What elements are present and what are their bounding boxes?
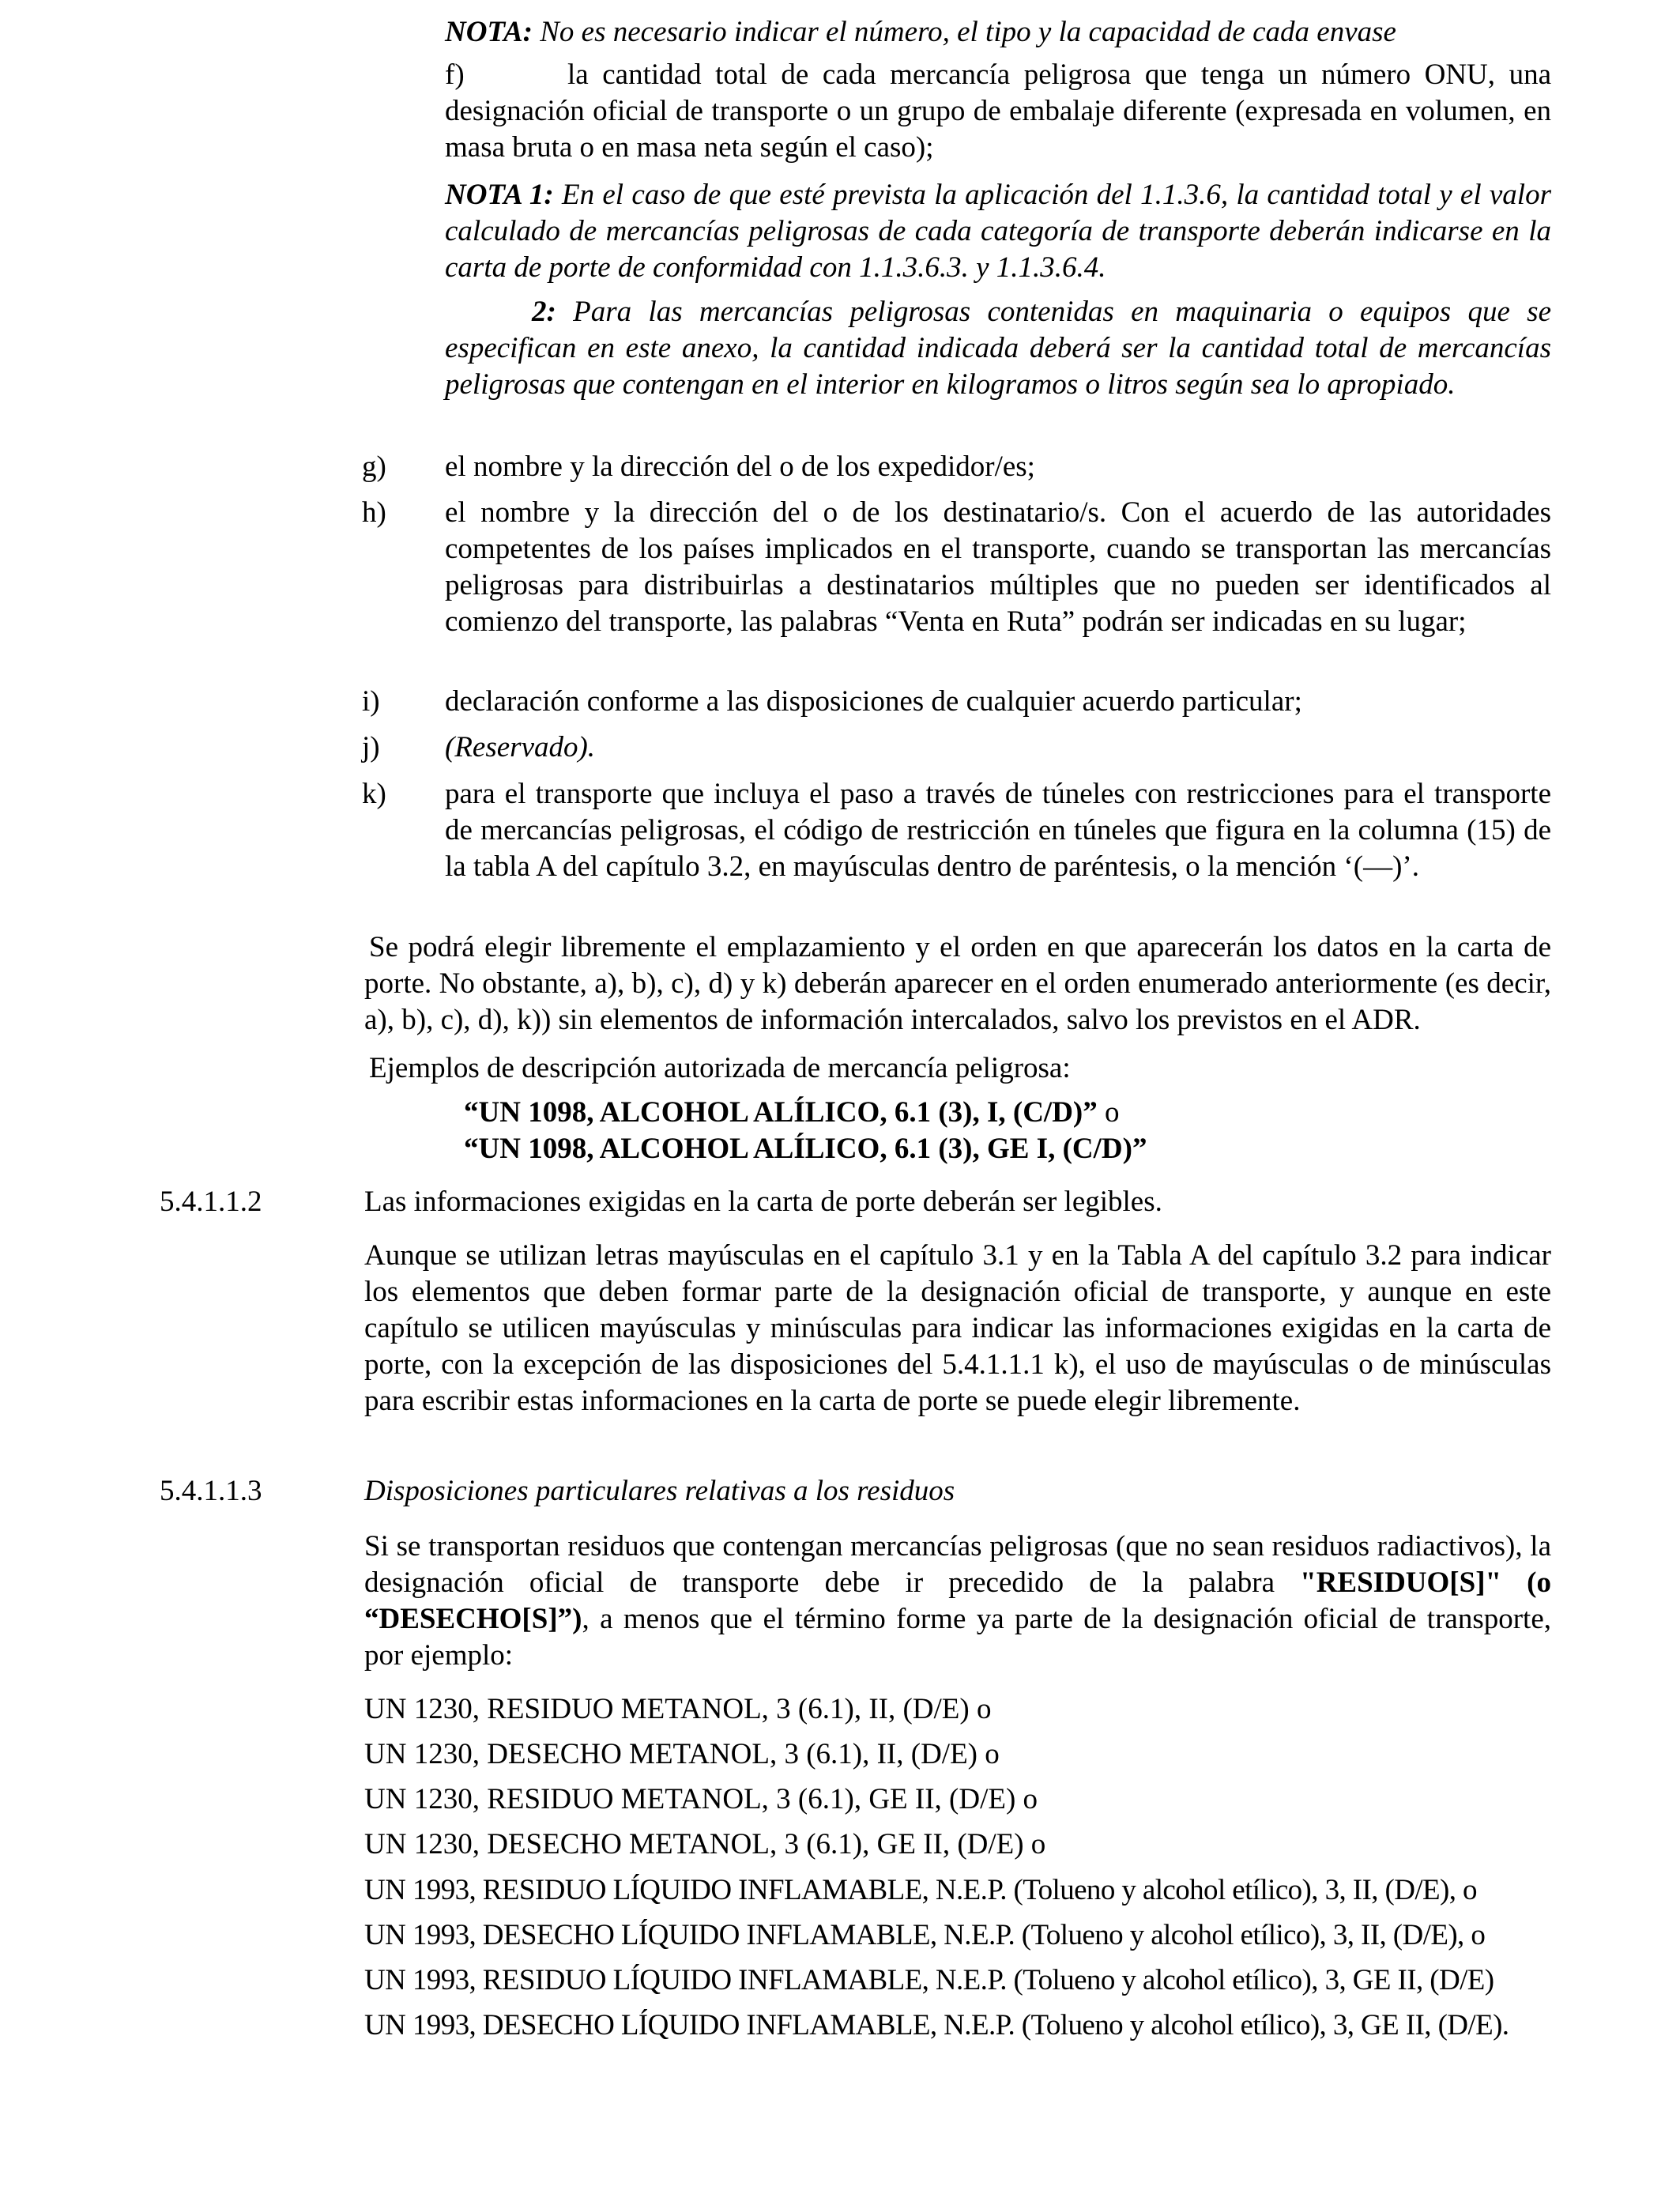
nota-1 [445,177,1551,286]
nota-2-text: Para las mercancías peligrosas contenidas en maquinaria o equipos que se especifican en este anexo, la cantidad indicada deberá ser la cantidad total de mercancías peligrosas que contengan en el interior en kilogramos o litros según sea lo apropiado. [445,296,1551,401]
list-item-text: el nombre y la dirección del o de los destinatario/s. Con el acuerdo de las autoridades competentes de los países implicados en el transporte, cuando se transportan las mercancías peligrosas para distribuirlas a destinatarios múltiples que no pueden ser identificados al comienzo del transporte, las palabras “Venta en Ruta” podrán ser indicadas en su lugar; [445,496,1551,638]
residuo-ejemplo: UN 1230, RESIDUO METANOL, 3 (6.1), GE II, (D/E) o [364,1783,1038,1815]
nota-envase [445,14,1551,51]
residuo-ejemplo: UN 1993, DESECHO LÍQUIDO INFLAMABLE, N.E.P. (Tolueno y alcohol etílico), 3, II, (D/E), o [364,1919,1486,1951]
list-item-h [362,495,1551,640]
section-5-4-1-1-3-p1 [364,1529,1551,1674]
list-item-marker: i) [362,685,380,718]
residuos-p1-after: , a menos que el término forme ya parte de la designación oficial de transporte, por ejemplo: [364,1603,1551,1672]
list-item-i [362,684,1551,720]
ejemplo-1-suffix: o [1097,1096,1120,1129]
section-number: 5.4.1.1.3 [160,1475,262,1507]
list-item-k [362,776,1551,885]
residuo-ejemplo: UN 1993, DESECHO LÍQUIDO INFLAMABLE, N.E.P. (Tolueno y alcohol etílico), 3, GE II, (D/E). [364,2009,1509,2041]
list-item-f [445,57,1551,166]
residuo-ejemplo: UN 1230, DESECHO METANOL, 3 (6.1), GE II, (D/E) o [364,1828,1046,1860]
ejemplo-2: “UN 1098, ALCOHOL ALÍLICO, 6.1 (3), GE I, (C/D)” [464,1133,1147,1165]
section-5-4-1-1-2-p1: Las informaciones exigidas en la carta de porte deberán ser legibles. [364,1186,1162,1218]
list-item-text: el nombre y la dirección del o de los expedidor/es; [445,450,1035,483]
list-item-j [362,729,1551,766]
nota-1-label: NOTA 1: [445,179,554,211]
nota-2-label: 2: [532,296,556,328]
nota-envase-label: NOTA: [445,16,533,48]
residuo-ejemplo: UN 1993, RESIDUO LÍQUIDO INFLAMABLE, N.E.P. (Tolueno y alcohol etílico), 3, GE II, (D/E) [364,1964,1494,1996]
list-item-marker: f) [445,58,465,91]
list-item-text: para el transporte que incluya el paso a través de túneles con restricciones para el transporte de mercancías peligrosas, el código de restricción en túneles que figura en la columna (15) de la tabla A del capítulo 3.2, en mayúsculas dentro de paréntesis, o la mención ‘(—)’. [445,778,1551,883]
ejemplos-intro: Ejemplos de descripción autorizada de mercancía peligrosa: [369,1052,1071,1084]
nota-1-text: En el caso de que esté prevista la aplicación del 1.1.3.6, la cantidad total y el valor calculado de mercancías peligrosas de cada categoría de transporte deberán indicarse en la carta de porte de conformidad con 1.1.3.6.3. y 1.1.3.6.4. [445,179,1551,284]
section-number: 5.4.1.1.2 [160,1186,262,1218]
ejemplo-1 [464,1095,1491,1131]
list-item-marker: k) [362,778,386,810]
list-item-marker: h) [362,496,386,529]
list-item-text: (Reservado). [445,731,596,763]
paragraph-orden: Se podrá elegir libremente el emplazamiento y el orden en que aparecerán los datos en la carta de porte. No obstante, a), b), c), d) y k) deberán aparecer en el orden enumerado anteriormente (es decir, a), b), c), d), k)) sin elementos de información intercalados, salvo los previstos en el ADR. [364,931,1551,1036]
list-item-text: la cantidad total de cada mercancía peligrosa que tenga un número ONU, una designación oficial de transporte o un grupo de embalaje diferente (expresada en volumen, en masa bruta o en masa neta según el caso); [445,58,1551,164]
nota-envase-text: No es necesario indicar el número, el tipo y la capacidad de cada envase [533,16,1396,48]
residuo-ejemplo: UN 1230, DESECHO METANOL, 3 (6.1), II, (D/E) o [364,1738,1000,1770]
section-5-4-1-1-2-p2: Aunque se utilizan letras mayúsculas en el capítulo 3.1 y en la Tabla A del capítulo 3.2 para indicar los elementos que deben formar parte de la designación oficial de transporte, y aunque en este capítulo se utilicen mayúsculas y minúsculas para indicar las informaciones exigidas en la carta de porte, con la excepción de las disposiciones del 5.4.1.1.1 k), el uso de mayúsculas o de minúsculas para escribir estas informaciones en la carta de porte se puede elegir libremente. [364,1239,1551,1417]
residuo-ejemplo: UN 1993, RESIDUO LÍQUIDO INFLAMABLE, N.E.P. (Tolueno y alcohol etílico), 3, II, (D/E), o [364,1874,1477,1906]
section-title: Disposiciones particulares relativas a los residuos [364,1475,955,1507]
list-item-marker: g) [362,450,386,483]
list-item-g [362,449,1551,485]
ejemplo-1-text: “UN 1098, ALCOHOL ALÍLICO, 6.1 (3), I, (C/D)” [464,1096,1098,1129]
nota-2 [445,294,1551,403]
residuo-ejemplo: UN 1230, RESIDUO METANOL, 3 (6.1), II, (D/E) o [364,1693,992,1725]
residuos-p1-before: Si se transportan residuos que contengan mercancías peligrosas (que no sean residuos radiactivos), la designación oficial de transporte debe ir precedido de la palabra [364,1530,1551,1599]
list-item-marker: j) [362,731,380,763]
list-item-text: declaración conforme a las disposiciones de cualquier acuerdo particular; [445,685,1302,718]
residuos-p1-bold: "RESIDUO[S]" (o “DESECHO[S]”) [364,1566,1552,1635]
